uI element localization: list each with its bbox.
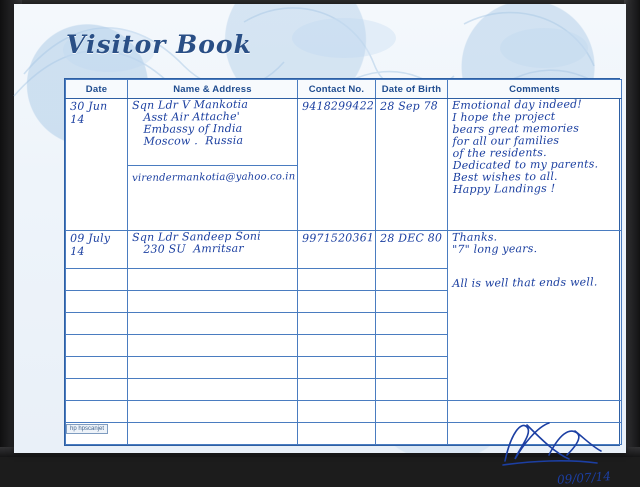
cell-name-empty xyxy=(128,335,298,357)
entry-2-contact-no: 9971520361 xyxy=(302,231,375,246)
cell-dob-empty xyxy=(376,291,448,313)
entry-2-name-address: Sqn Ldr Sandeep Soni 230 SU Amritsar xyxy=(131,229,261,257)
cell-email-entry-1 xyxy=(128,166,298,231)
cell-contact-empty xyxy=(298,357,376,379)
cell-dob-entry-1 xyxy=(376,99,448,231)
cell-date-empty xyxy=(66,269,128,291)
entry-1-name-address: Sqn Ldr V Mankotia Asst Air Attache' Embassy of India Moscow . Russia xyxy=(131,97,249,148)
cell-dob-empty xyxy=(376,313,448,335)
cell-date-empty xyxy=(66,357,128,379)
cell-comments-empty xyxy=(448,423,622,445)
column-header-date-of-birth: Date of Birth xyxy=(376,80,448,99)
entry-2-date: 09 July 14 xyxy=(70,231,114,259)
entry-1-date: 30 Jun 14 xyxy=(70,99,112,126)
column-header-date: Date xyxy=(66,80,128,99)
cell-name-address-entry-2 xyxy=(128,231,298,269)
cell-date-empty xyxy=(66,335,128,357)
signature-date: 09/07/14 xyxy=(556,469,612,487)
entry-1-email: virendermankotia@yahoo.co.in xyxy=(132,171,296,185)
table-row xyxy=(66,401,622,423)
entry-1-date-of-birth: 28 Sep 78 xyxy=(380,99,439,113)
cell-name-empty xyxy=(128,379,298,401)
cell-date-entry-1 xyxy=(66,99,128,231)
entry-1-comments: Emotional day indeed! I hope the project bears great memories for all our families of the residents. Dedicated to my parents. Best wishes to all. Happy Landings ! xyxy=(451,97,599,196)
column-header-comments: Comments xyxy=(448,80,622,99)
cell-name-address-entry-1 xyxy=(128,99,298,166)
cell-contact-entry-1 xyxy=(298,99,376,231)
cell-contact-empty xyxy=(298,401,376,423)
page-title: Visitor Book xyxy=(66,30,252,59)
cell-name-empty xyxy=(128,269,298,291)
cell-name-empty xyxy=(128,401,298,423)
cell-dob-empty xyxy=(376,379,448,401)
column-header-name-address: Name & Address xyxy=(128,80,298,99)
cell-contact-entry-2 xyxy=(298,231,376,269)
cell-name-empty xyxy=(128,313,298,335)
cell-name-empty xyxy=(128,423,298,445)
cell-date-empty xyxy=(66,313,128,335)
cell-dob-empty xyxy=(376,423,448,445)
cell-contact-empty xyxy=(298,335,376,357)
cell-dob-empty xyxy=(376,357,448,379)
cell-comments-empty xyxy=(448,401,622,423)
cell-contact-empty xyxy=(298,313,376,335)
cell-contact-empty xyxy=(298,291,376,313)
table-header-row xyxy=(66,80,622,99)
cell-contact-empty xyxy=(298,379,376,401)
entry-2-comments: Thanks. "7" long years. xyxy=(451,230,538,257)
cell-contact-empty xyxy=(298,423,376,445)
visitor-log-table xyxy=(64,78,620,487)
cell-date-empty xyxy=(66,291,128,313)
cell-dob-empty xyxy=(376,269,448,291)
cell-name-empty xyxy=(128,291,298,313)
scanner-footer-logo: hp hpscanjet xyxy=(66,424,108,434)
column-header-contact-no: Contact No. xyxy=(298,80,376,99)
cell-dob-entry-2 xyxy=(376,231,448,269)
visitor-book-page xyxy=(14,4,626,487)
page-sheet xyxy=(36,12,612,487)
cell-dob-empty xyxy=(376,401,448,423)
cell-comments-entry-1 xyxy=(448,99,622,231)
cell-name-empty xyxy=(128,357,298,379)
cell-date-empty xyxy=(66,379,128,401)
entry-1-contact-no: 9418299422 xyxy=(302,99,375,113)
table-row xyxy=(66,423,622,445)
cell-contact-empty xyxy=(298,269,376,291)
cell-date-empty xyxy=(66,401,128,423)
cell-comments-entry-2 xyxy=(448,231,622,401)
scan-edge-right xyxy=(624,0,640,457)
entry-2-comments-extra: All is well that ends well. xyxy=(452,275,598,291)
cell-dob-empty xyxy=(376,335,448,357)
cell-date-entry-2 xyxy=(66,231,128,269)
entry-2-date-of-birth: 28 DEC 80 xyxy=(380,231,443,246)
